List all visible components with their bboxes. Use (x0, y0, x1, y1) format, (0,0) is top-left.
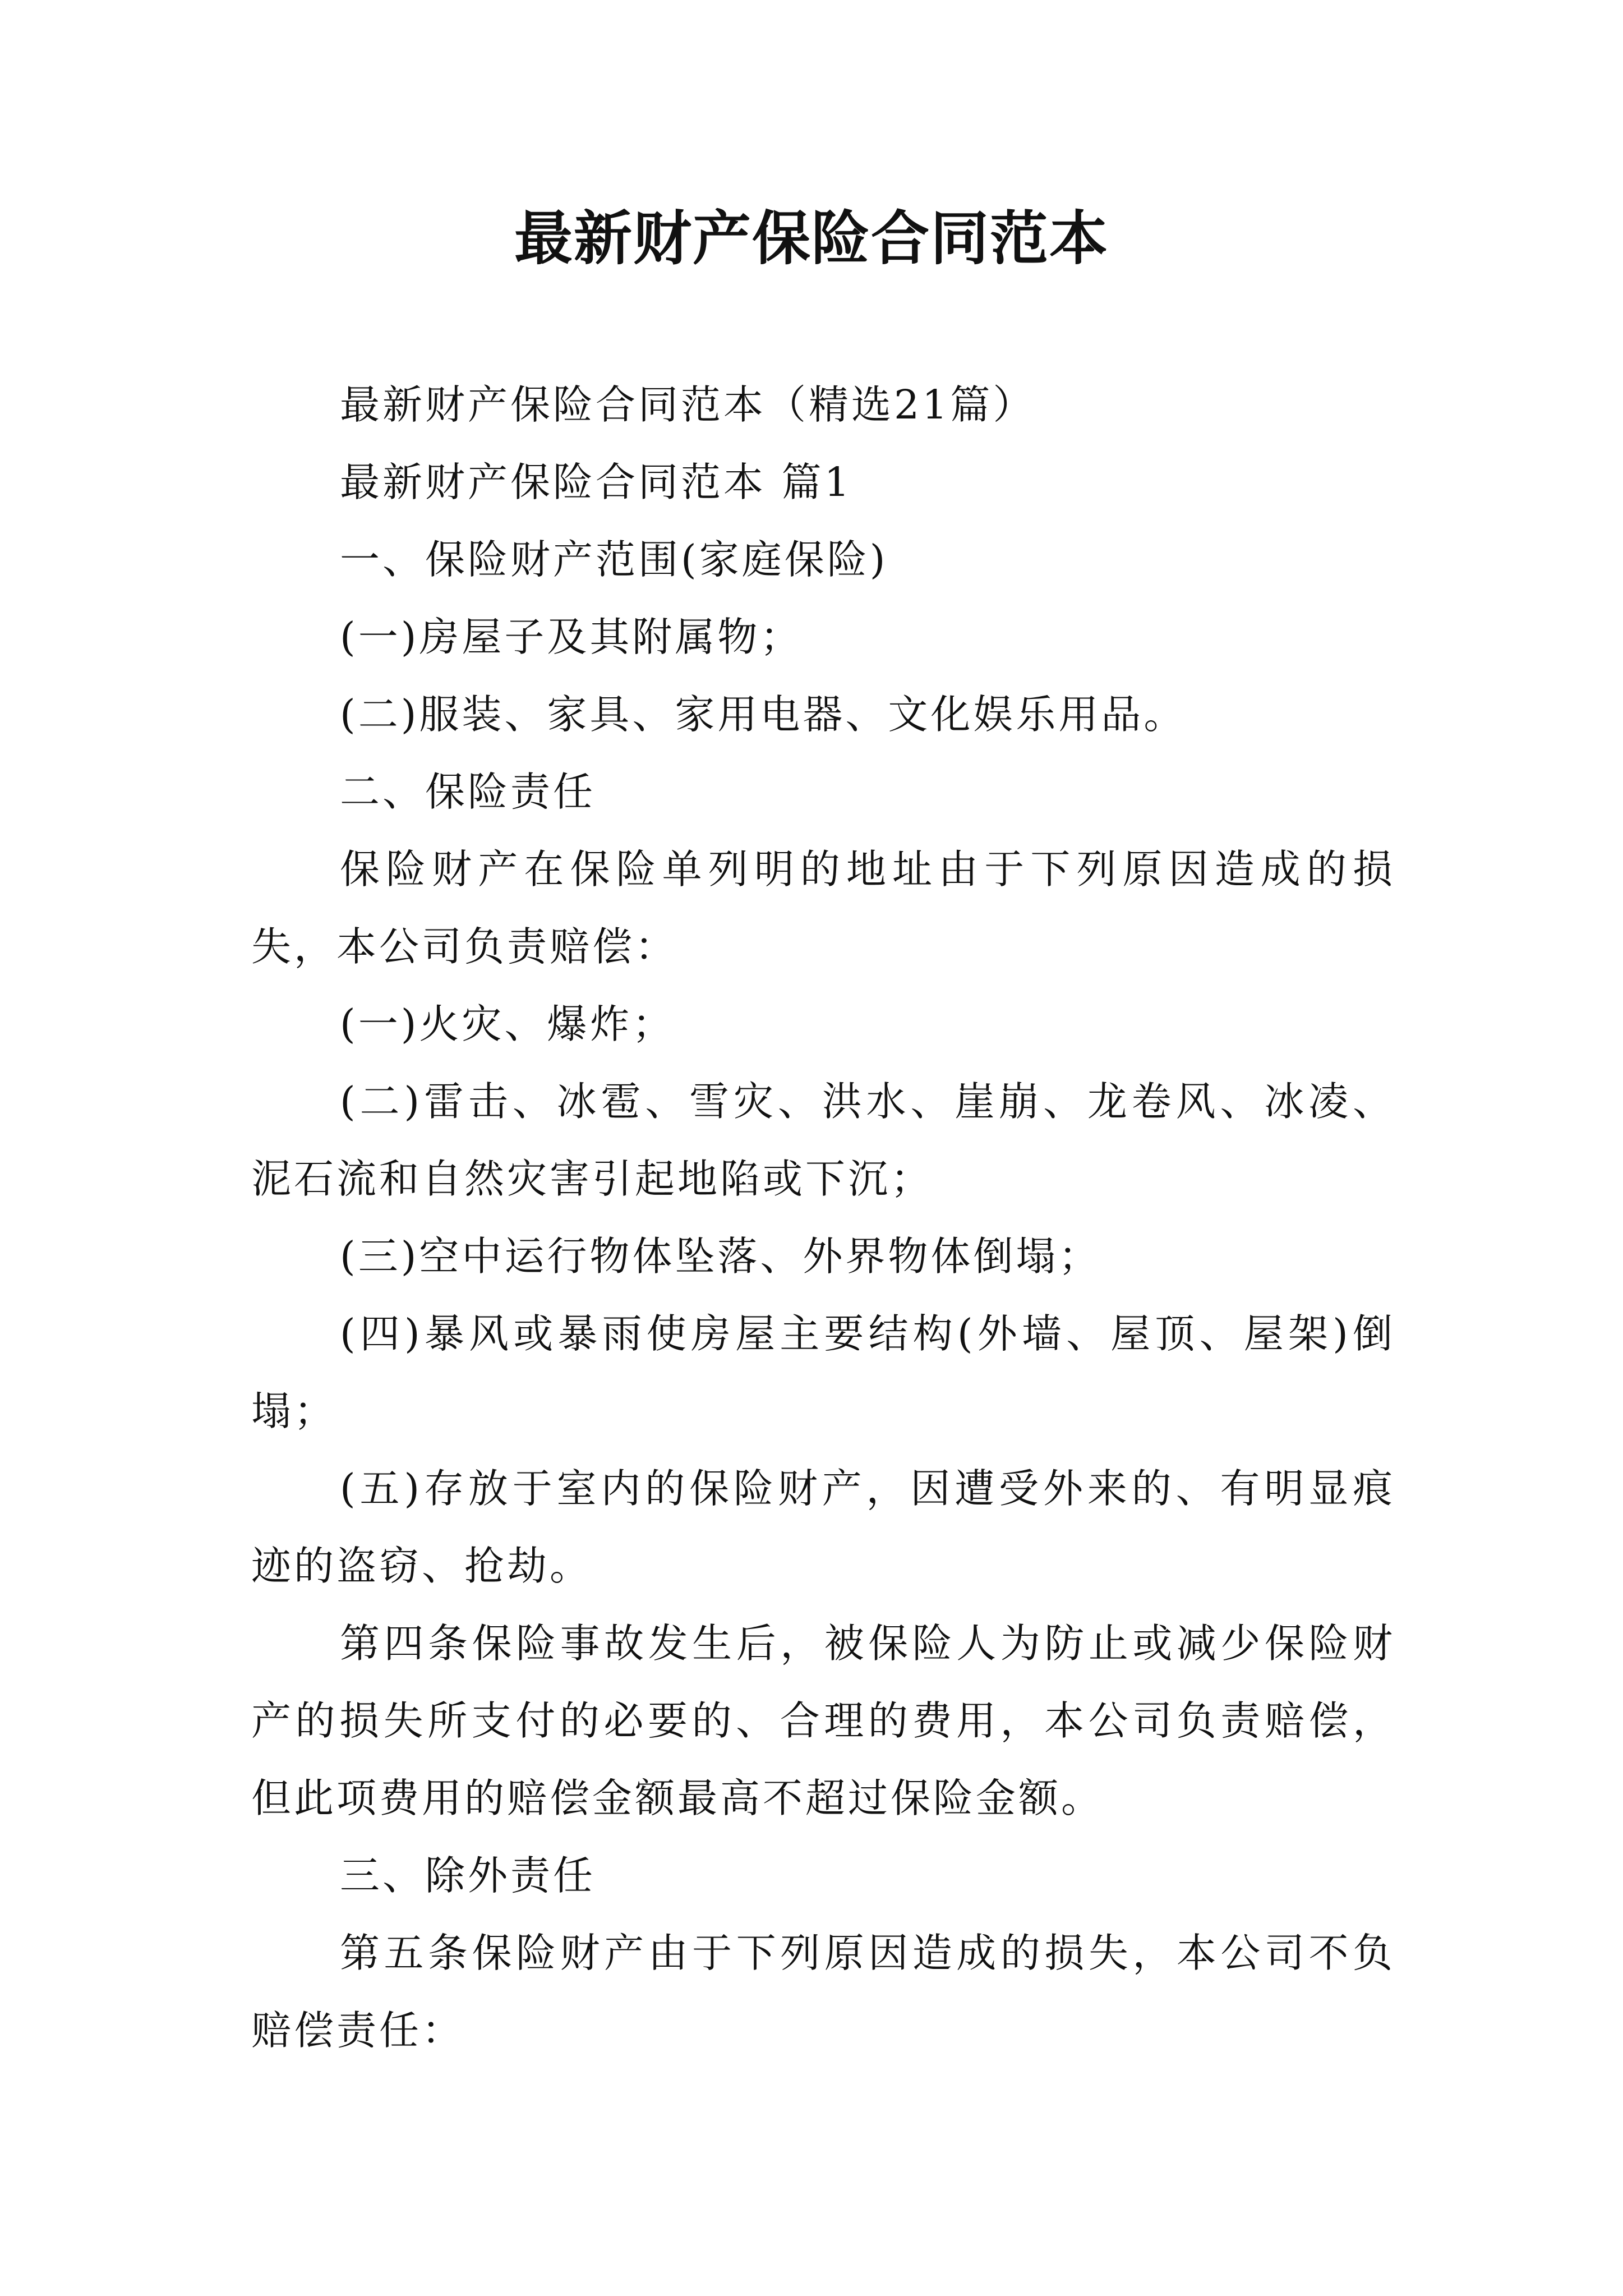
document-title: 最新财产保险合同范本 (514, 204, 1109, 273)
paragraph: 最新财产保险合同范本（精选21篇） (340, 381, 1036, 428)
list-item: (一)房屋子及其附属物； (340, 614, 803, 660)
section-heading: 一、保险财产范围(家庭保险) (340, 536, 888, 583)
list-item: (四)暴风或暴雨使房屋主要结构(外墙、屋顶、屋架)倒塌； (251, 1310, 1395, 1434)
paragraph: 第四条保险事故发生后，被保险人为防止或减少保险财产的损失所支付的必要的、合理的费用，本公司负责赔偿，但此项费用的赔偿金额最高不超过保险金额。 (251, 1620, 1395, 1821)
list-item: (一)火灾、爆炸； (340, 1001, 675, 1047)
document-body (251, 366, 1395, 2069)
section-heading: 三、除外责任 (340, 1852, 596, 1899)
paragraph: 保险财产在保险单列明的地址由于下列原因造成的损失，本公司负责赔偿： (251, 846, 1395, 970)
section-heading: 二、保险责任 (340, 769, 596, 815)
list-item: (三)空中运行物体坠落、外界物体倒塌； (340, 1233, 1101, 1280)
list-item: (五)存放于室内的保险财产，因遭受外来的、有明显痕迹的盗窃、抢劫。 (251, 1465, 1395, 1589)
paragraph: 最新财产保险合同范本 篇1 (340, 459, 852, 505)
list-item: (二)服装、家具、家用电器、文化娱乐用品。 (340, 691, 1187, 738)
paragraph: 第五条保险财产由于下列原因造成的损失，本公司不负赔偿责任： (251, 1930, 1395, 2054)
list-item: (二)雷击、冰雹、雪灾、洪水、崖崩、龙卷风、冰凌、泥石流和自然灾害引起地陷或下沉； (251, 1078, 1395, 1202)
